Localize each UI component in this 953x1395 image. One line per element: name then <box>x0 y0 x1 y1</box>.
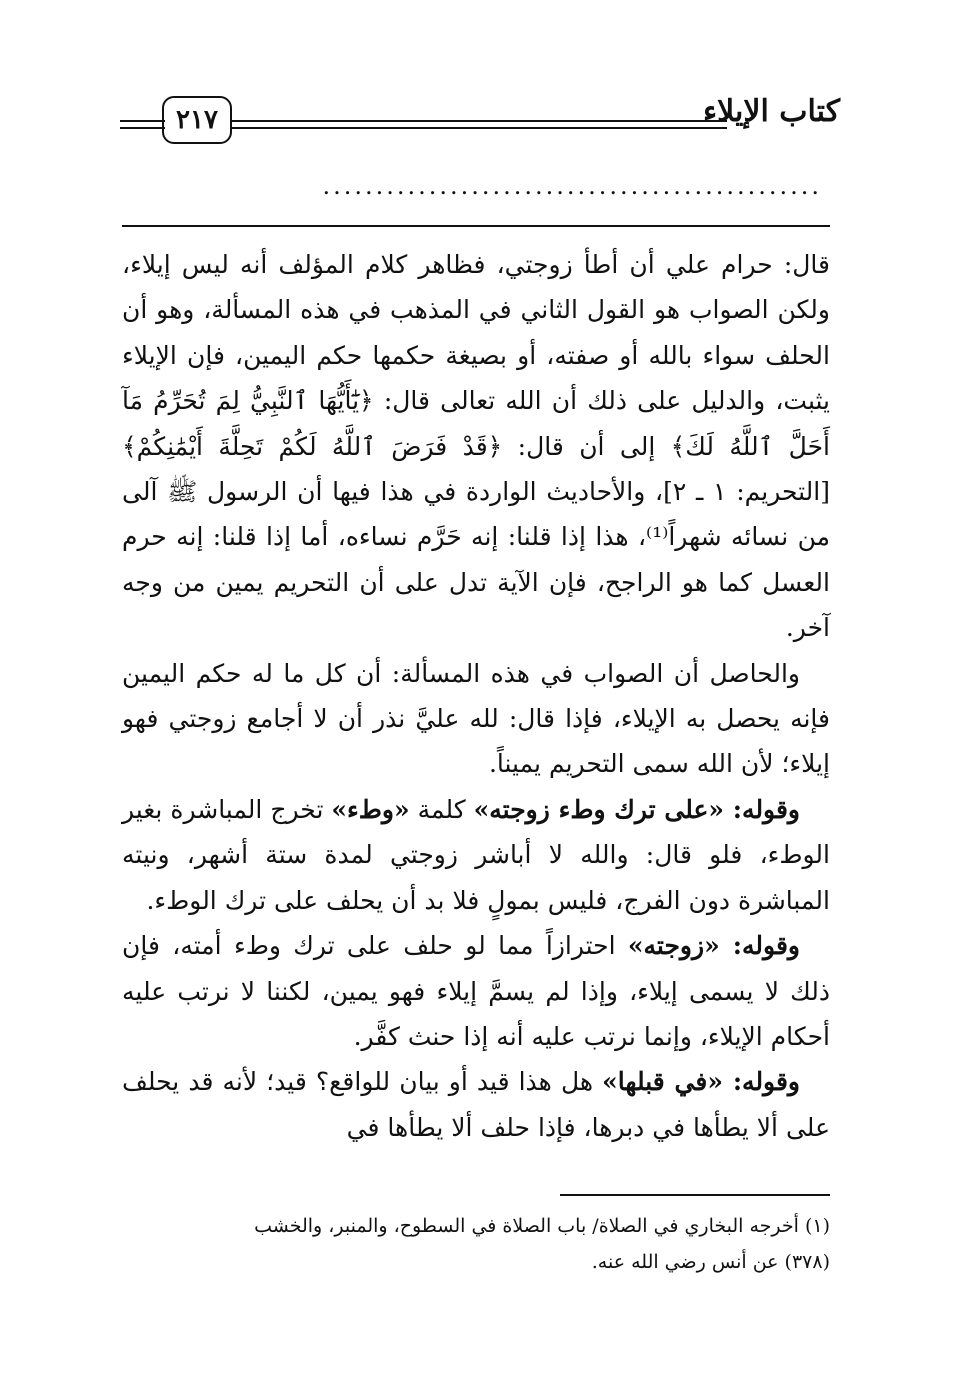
paragraph-4 <box>122 923 830 1059</box>
paragraph-3-lead: وقوله: «على ترك وطء زوجته» <box>473 794 800 824</box>
paragraph-3-word: «وطء» <box>331 794 410 824</box>
top-rule <box>122 225 830 227</box>
paragraph-5-lead: وقوله: «في قبلها» <box>602 1067 801 1097</box>
book-title: كتاب الإيلاء <box>703 94 840 129</box>
main-text <box>122 242 830 1150</box>
footnote-rule <box>560 1194 830 1196</box>
paragraph-3 <box>122 787 830 923</box>
footnote-line-2: (٣٧٨) عن أنس رضي الله عنه. <box>591 1251 830 1273</box>
paragraph-1: قال: حرام علي أن أطأ زوجتي، فظاهر كلام المؤلف أنه ليس إيلاء، ولكن الصواب هو القول الثاني في المذهب في هذه المسألة، وهو أن الحلف سواء بالله أو صفته، أو بصيغة حكمها حكم اليمين، فإن الإيلاء يثبت، والدليل على ذلك أن الله تعالى قال: ﴿يَٰٓأَيُّهَا ٱلنَّبِيُّ لِمَ تُحَرِّمُ مَآ أَحَلَّ ٱللَّهُ لَكَ﴾ إلى أن قال: ﴿قَدْ فَرَضَ ٱللَّهُ لَكُمْ تَحِلَّةَ أَيْمَٰنِكُمْ﴾ [التحريم: ١ ـ ٢]، والأحاديث الواردة في هذا فيها أن الرسول ﷺ آلى من نسائه شهراً⁽¹⁾، هذا إذا قلنا: إنه حَرَّم نساءه، أما إذا قلنا: إنه حرم العسل كما هو الراجح، فإن الآية تدل على أن التحريم يمين من وجه آخر. <box>122 250 831 643</box>
page-header <box>120 92 840 142</box>
paragraph-3-mid: كلمة <box>409 794 474 824</box>
paragraph-2: والحاصل أن الصواب في هذه المسألة: أن كل ما له حكم اليمين فإنه يحصل به الإيلاء، فإذا قال: لله عليَّ نذر أن لا أجامع زوجتي فهو إيلاء؛ لأن الله سمى التحريم يميناً. <box>122 658 830 779</box>
header-rule-left <box>120 120 165 129</box>
header-rule-right <box>232 120 727 129</box>
paragraph-5-rest: هل هذا قيد أو بيان للواقع؟ قيد؛ لأنه قد يحلف على ألا يطأها في دبرها، فإذا حلف ألا يطأها في <box>122 1067 830 1142</box>
paragraph-5 <box>122 1059 830 1150</box>
paragraph-4-rest: احترازاً مما لو حلف على ترك وطء أمته، فإن ذلك لا يسمى إيلاء، وإذا لم يسمَّ إيلاء فهو يمين، لكننا لا نرتب عليه أحكام الإيلاء، وإنما نرتب عليه أنه إذا حنث كفَّر. <box>122 931 830 1051</box>
footnote <box>122 1208 830 1280</box>
paragraph-4-lead: وقوله: «زوجته» <box>627 931 800 961</box>
dotted-separator: ............................................... <box>322 172 822 200</box>
page-number: ٢١٧ <box>162 96 232 144</box>
paragraph-3-rest: تخرج المباشرة بغير الوطء، فلو قال: والله لا أباشر زوجتي لمدة ستة أشهر، ونيته المباشرة دون الفرج، فليس بمولٍ فلا بد أن يحلف على ترك الوطء. <box>122 794 830 915</box>
footnote-line-1: (١) أخرجه البخاري في الصلاة/ باب الصلاة في السطوح، والمنبر، والخشب <box>254 1215 830 1237</box>
